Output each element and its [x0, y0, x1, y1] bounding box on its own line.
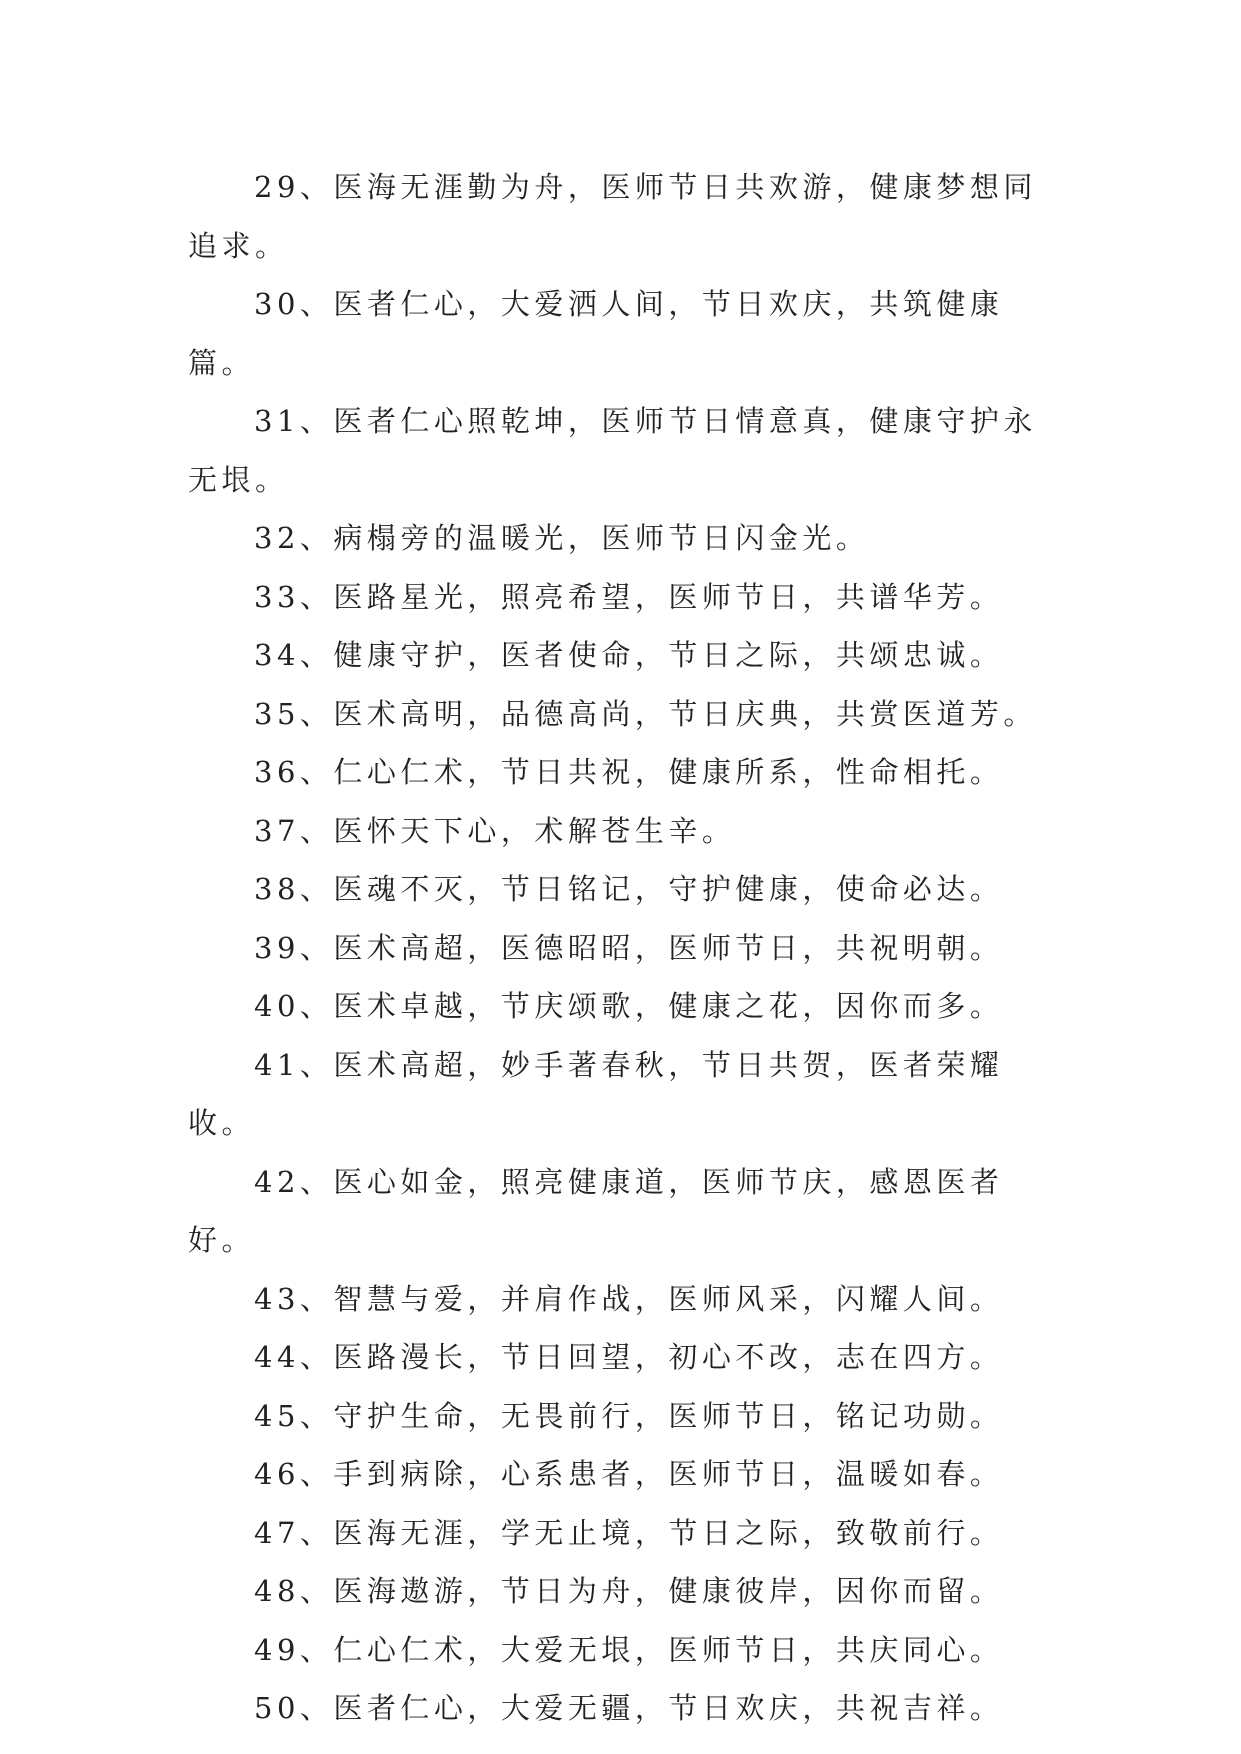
- list-item: 39、医术高超，医德昭昭，医师节日，共祝明朝。: [254, 930, 1004, 965]
- list-item: 36、仁心仁术，节日共祝，健康所系，性命相托。: [254, 755, 1004, 789]
- document-body: [188, 158, 1068, 1738]
- list-item: 29、医海无涯勤为舟，医师节日共欢游，健康梦想同追求。: [188, 170, 1037, 263]
- list-item: 30、医者仁心，大爱洒人间，节日欢庆，共筑健康篇。: [188, 287, 1004, 380]
- list-item: 50、医者仁心，大爱无疆，节日欢庆，共祝吉祥。: [254, 1691, 1004, 1725]
- list-item: 49、仁心仁术，大爱无垠，医师节日，共庆同心。: [254, 1632, 1004, 1667]
- list-item: 44、医路漫长，节日回望，初心不改，志在四方。: [254, 1340, 1004, 1374]
- list-item: 31、医者仁心照乾坤，医师节日情意真，健康守护永无垠。: [188, 404, 1037, 497]
- list-item: 35、医术高明，品德高尚，节日庆典，共赏医道芳。: [254, 696, 1037, 731]
- list-item: 46、手到病除，心系患者，医师节日，温暖如春。: [254, 1457, 1004, 1491]
- list-item: 40、医术卓越，节庆颂歌，健康之花，因你而多。: [254, 989, 1004, 1023]
- list-item: 48、医海遨游，节日为舟，健康彼岸，因你而留。: [254, 1574, 1004, 1608]
- list-item: 32、病榻旁的温暖光，医师节日闪金光。: [254, 521, 870, 555]
- list-item: 41、医术高超，妙手著春秋，节日共贺，医者荣耀收。: [188, 1047, 1004, 1140]
- list-item: 37、医怀天下心，术解苍生辛。: [254, 813, 736, 848]
- list-item: 43、智慧与爱，并肩作战，医师风采，闪耀人间。: [254, 1281, 1004, 1316]
- list-item: 42、医心如金，照亮健康道，医师节庆，感恩医者好。: [188, 1164, 1004, 1257]
- list-item: 33、医路星光，照亮希望，医师节日，共谱华芳。: [254, 579, 1004, 614]
- list-item: 38、医魂不灭，节日铭记，守护健康，使命必达。: [254, 872, 1004, 906]
- list-item: 34、健康守护，医者使命，节日之际，共颂忠诚。: [254, 638, 1004, 672]
- list-item: 45、守护生命，无畏前行，医师节日，铭记功勋。: [254, 1398, 1004, 1433]
- list-item: 47、医海无涯，学无止境，节日之际，致敬前行。: [254, 1515, 1004, 1550]
